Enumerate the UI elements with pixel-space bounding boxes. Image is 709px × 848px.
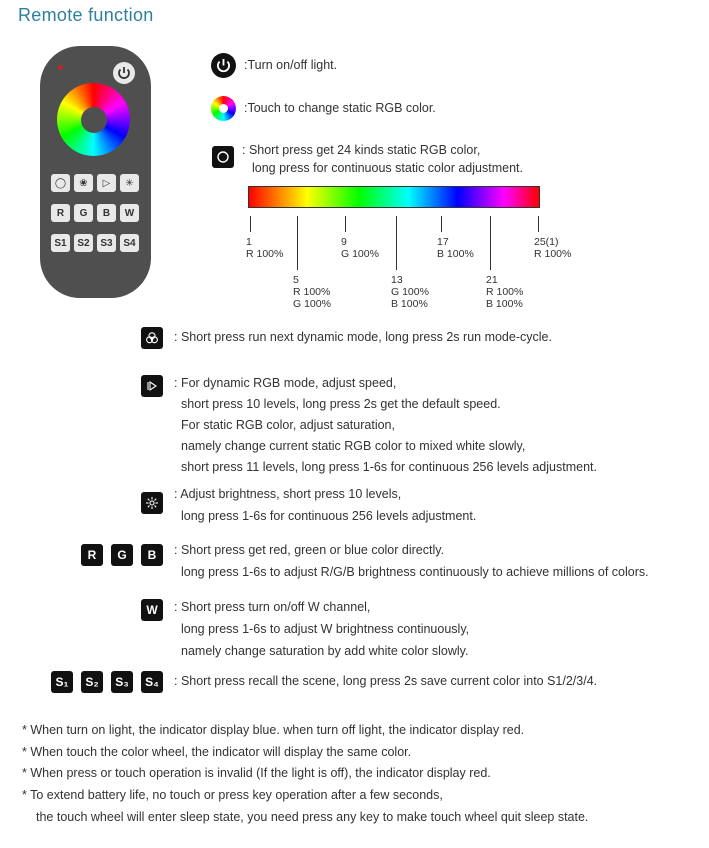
power-icon: [113, 62, 135, 84]
speed-line-3: For static RGB color, adjust saturation,: [181, 418, 395, 432]
rgb-line-2: long press 1-6s to adjust R/G/B brightness continuously to achieve millions of colors.: [181, 565, 649, 579]
scene-description: : Short press recall the scene, long press 2s save current color into S1/2/3/4.: [174, 674, 598, 688]
spectrum-tick-13: [396, 216, 397, 270]
remote-key-dynamic[interactable]: ❀: [74, 174, 93, 192]
w-line-3: namely change saturation by add white color slowly.: [181, 644, 469, 658]
s2-key-icon: S₂: [81, 671, 103, 693]
remote-key-brightness[interactable]: ✳: [120, 174, 139, 192]
dynamic-mode-icon: [141, 327, 163, 349]
static-color-line2: long press for continuous static color adjustment.: [252, 161, 523, 175]
note-3: * When press or touch operation is invalid (If the light is off), the indicator display red.: [22, 766, 491, 780]
g-key-icon: G: [111, 544, 133, 566]
remote-key-r[interactable]: R: [51, 204, 70, 222]
speed-line-4: namely change current static RGB color to mixed white slowly,: [181, 439, 526, 453]
s1-key-icon: S₁: [51, 671, 73, 693]
r-key-icon: R: [81, 544, 103, 566]
spectrum-tick-9: [345, 216, 346, 232]
w-key-icon: W: [141, 599, 163, 621]
remote-power-button[interactable]: [113, 62, 135, 84]
note-2: * When touch the color wheel, the indicator will display the same color.: [22, 745, 412, 759]
spectrum-tick-25: [538, 216, 539, 232]
spectrum-tick-1: [250, 216, 251, 232]
color-spectrum-bar: [248, 186, 540, 208]
speed-line-1: : For dynamic RGB mode, adjust speed,: [174, 376, 397, 390]
s3-key-icon: S₃: [111, 671, 133, 693]
spectrum-tick-17: [441, 216, 442, 232]
note-5: the touch wheel will enter sleep state, you need press any key to make touch wheel quit sleep state.: [36, 810, 589, 824]
spectrum-tick-21: [490, 216, 491, 270]
speed-icon: [141, 375, 163, 397]
brightness-icon: [141, 492, 163, 514]
remote-key-s2[interactable]: S2: [74, 234, 93, 252]
spectrum-label-17: 17 B 100%: [437, 236, 474, 260]
indicator-led: [58, 65, 63, 70]
spectrum-label-1: 1 R 100%: [246, 236, 284, 260]
brightness-line-2: long press 1-6s for continuous 256 levels adjustment.: [181, 509, 477, 523]
spectrum-label-21: 21 R 100% B 100%: [486, 274, 524, 310]
dynamic-mode-description: : Short press run next dynamic mode, long press 2s run mode-cycle.: [174, 330, 552, 344]
remote-wheel-center: [81, 107, 107, 133]
static-color-icon: [212, 146, 234, 168]
color-wheel-description: :Touch to change static RGB color.: [244, 101, 436, 115]
s4-key-icon: S₄: [141, 671, 163, 693]
remote-key-w[interactable]: W: [120, 204, 139, 222]
power-description: :Turn on/off light.: [244, 58, 338, 72]
remote-key-s3[interactable]: S3: [97, 234, 116, 252]
remote-key-s4[interactable]: S4: [120, 234, 139, 252]
remote-key-s1[interactable]: S1: [51, 234, 70, 252]
spectrum-label-5: 5 R 100% G 100%: [293, 274, 331, 310]
b-key-icon: B: [141, 544, 163, 566]
spectrum-label-9: 9 G 100%: [341, 236, 379, 260]
remote-key-speed[interactable]: ▷: [97, 174, 116, 192]
spectrum-label-25: 25(1) R 100%: [534, 236, 572, 260]
static-color-line1: : Short press get 24 kinds static RGB color,: [242, 143, 481, 157]
speed-line-5: short press 11 levels, long press 1-6s for continuous 256 levels adjustment.: [181, 460, 597, 474]
speed-line-2: short press 10 levels, long press 2s get the default speed.: [181, 397, 501, 411]
w-line-2: long press 1-6s to adjust W brightness continuously,: [181, 622, 470, 636]
w-line-1: : Short press turn on/off W channel,: [174, 600, 371, 614]
remote-key-static[interactable]: ◯: [51, 174, 70, 192]
note-1: * When turn on light, the indicator display blue. when turn off light, the indicator display red.: [22, 723, 525, 737]
note-4: * To extend battery life, no touch or press key operation after a few seconds,: [22, 788, 443, 802]
remote-key-g[interactable]: G: [74, 204, 93, 222]
brightness-line-1: : Adjust brightness, short press 10 levels,: [174, 487, 402, 501]
color-wheel-icon: [211, 96, 236, 121]
spectrum-tick-5: [297, 216, 298, 270]
page-title: Remote function: [18, 5, 154, 25]
remote-key-b[interactable]: B: [97, 204, 116, 222]
rgb-line-1: : Short press get red, green or blue color directly.: [174, 543, 445, 557]
power-icon: [211, 53, 236, 78]
spectrum-label-13: 13 G 100% B 100%: [391, 274, 429, 310]
